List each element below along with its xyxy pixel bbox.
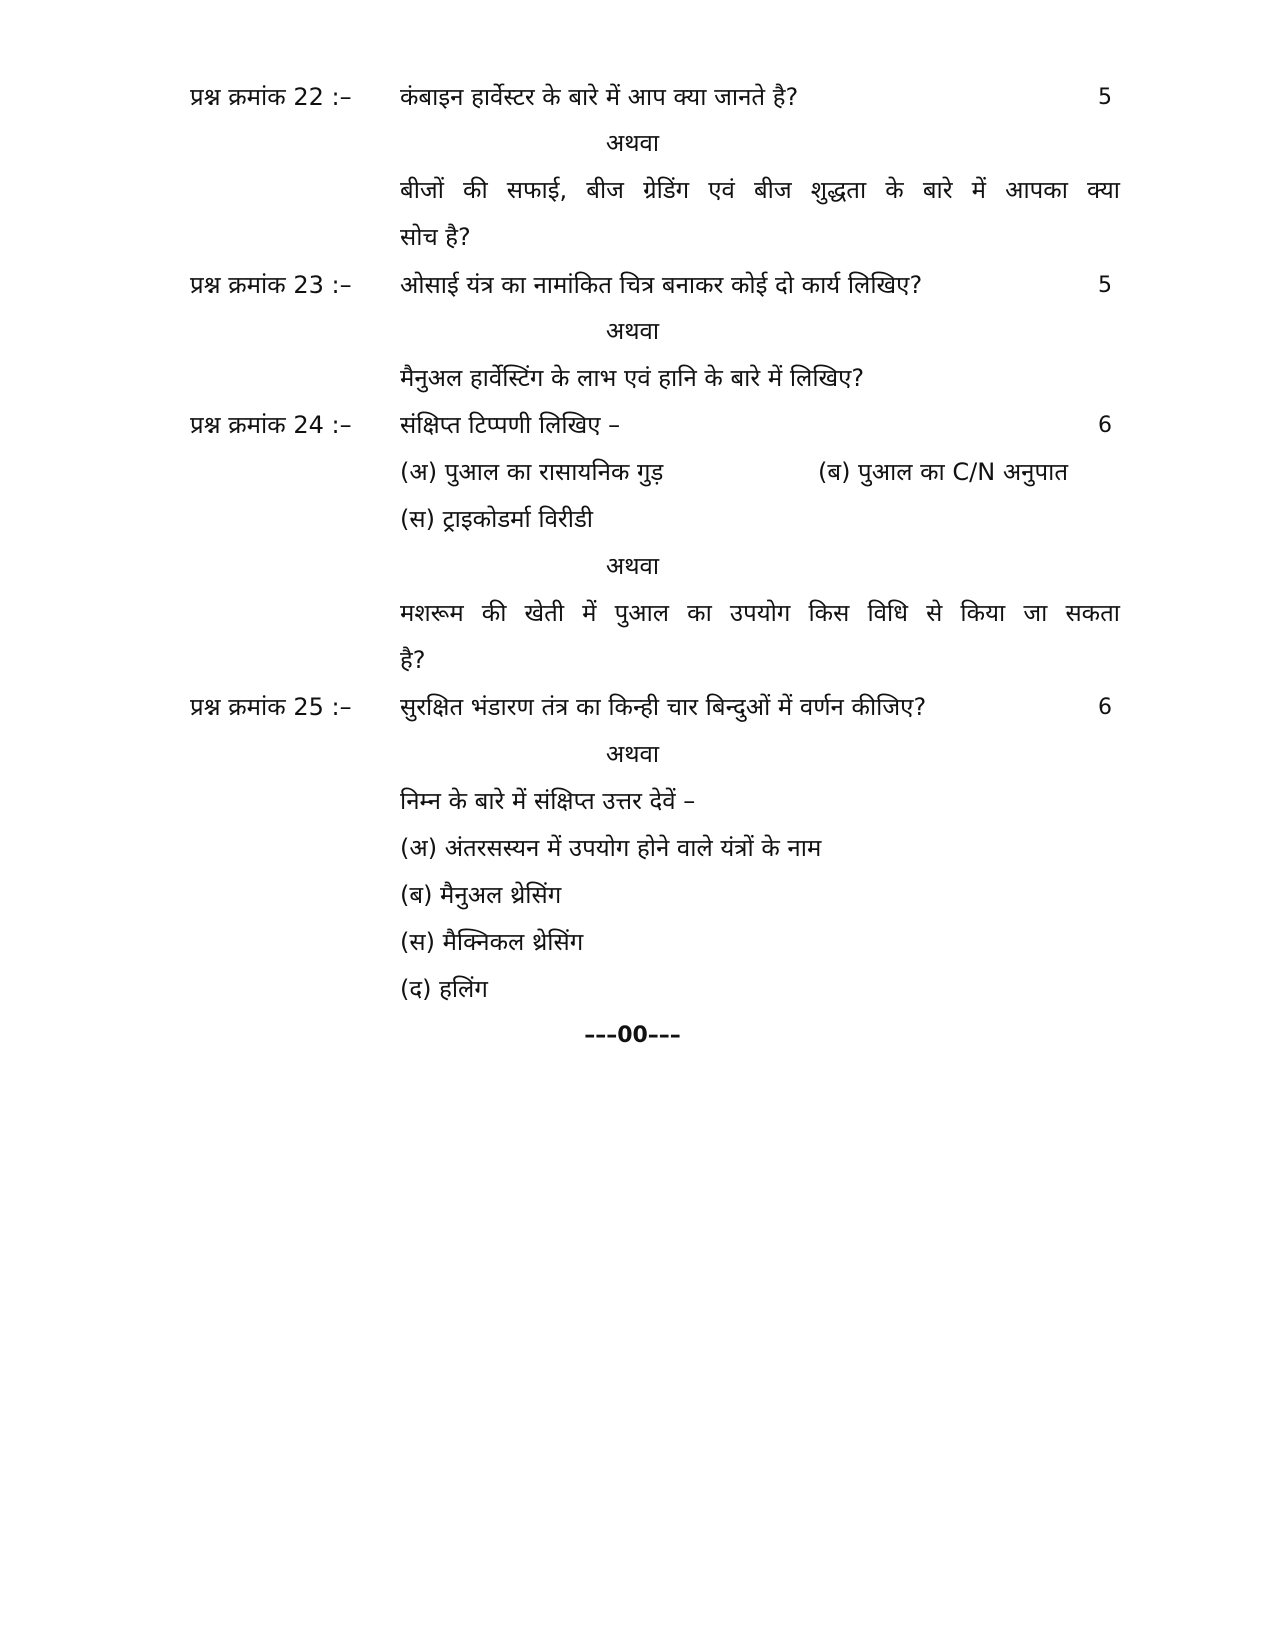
question-22-label: प्रश्न क्रमांक 22 :– [190,83,352,111]
question-25-marks: 6 [1098,695,1112,720]
question-24-marks: 6 [1098,413,1112,438]
question-24-label: प्रश्न क्रमांक 24 :– [190,411,352,439]
question-22-text: कंबाइन हार्वेस्टर के बारे में आप क्या जानते है? [400,83,799,111]
question-24-option-a: (अ) पुआल का रासायनिक गुड़ [400,458,664,486]
question-24-alt-line1: मशरूम की खेती में पुआल का उपयोग किस विधि से किया जा सकता [400,599,1120,627]
question-22-alt-line2: सोच है? [400,223,471,251]
question-22-or: अथवा [605,129,660,157]
question-25-label: प्रश्न क्रमांक 25 :– [190,693,352,721]
end-of-paper-mark: –––00––– [584,1023,681,1048]
question-24-alt-line2: है? [400,646,426,674]
question-25-text: सुरक्षित भंडारण तंत्र का किन्ही चार बिन्दुओं में वर्णन कीजिए? [400,693,927,721]
question-22-marks: 5 [1098,85,1112,110]
question-22-alt-line1: बीजों की सफाई, बीज ग्रेडिंग एवं बीज शुद्धता के बारे में आपका क्या [400,176,1120,204]
question-24-text: संक्षिप्त टिप्पणी लिखिए – [400,411,621,439]
question-23-text: ओसाई यंत्र का नामांकित चित्र बनाकर कोई दो कार्य लिखिए? [400,271,923,299]
question-25-or: अथवा [605,740,660,768]
question-24-or: अथवा [605,552,660,580]
question-25-alt-option-d: (द) हलिंग [400,975,488,1003]
question-24-option-c: (स) ट्राइकोडर्मा विरीडी [400,505,594,533]
question-25-alt-line1: निम्न के बारे में संक्षिप्त उत्तर देवें – [400,787,696,815]
question-25-alt-option-c: (स) मैक्निकल थ्रेसिंग [400,928,584,956]
question-23-alt-line1: मैनुअल हार्वेस्टिंग के लाभ एवं हानि के बारे में लिखिए? [400,364,865,392]
question-24-option-b: (ब) पुआल का C/N अनुपात [818,458,1069,486]
question-23-or: अथवा [605,317,660,345]
question-25-alt-option-b: (ब) मैनुअल थ्रेसिंग [400,881,562,909]
question-23-marks: 5 [1098,273,1112,298]
question-23-label: प्रश्न क्रमांक 23 :– [190,271,352,299]
question-25-alt-option-a: (अ) अंतरसस्यन में उपयोग होने वाले यंत्रों के नाम [400,834,822,862]
